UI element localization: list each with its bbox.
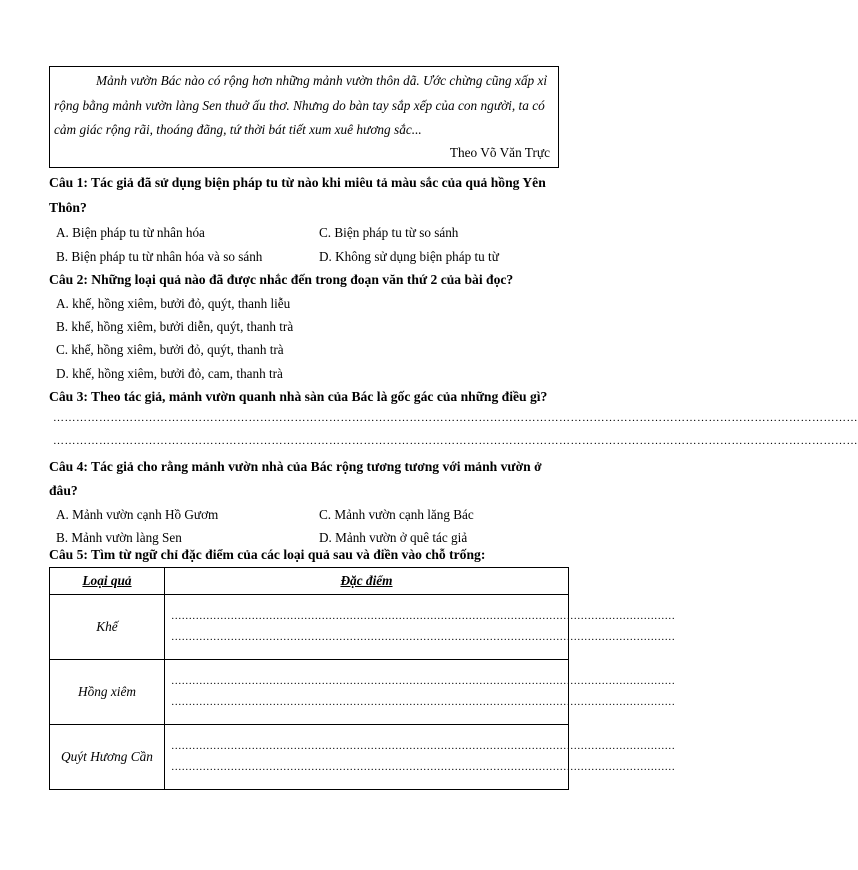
answer-line[interactable]: ……………………………………………………………………………………………………………………………… [171, 741, 675, 752]
question-2-text: Câu 2: Những loại quả nào đã được nhắc đến trong đoạn văn thứ 2 của bài đọc? [49, 272, 514, 287]
q4-option-a[interactable]: A. Mảnh vườn cạnh Hồ Gươm [56, 507, 219, 522]
answer-line[interactable]: ……………………………………………………………………………………………………………………………… [171, 676, 675, 687]
fruit-name: Hồng xiêm [50, 660, 165, 725]
header-feature: Đặc điểm [165, 568, 569, 595]
question-3-text: Câu 3: Theo tác giả, mảnh vườn quanh nhà sàn của Bác là gốc gác của những điều gì? [49, 389, 548, 404]
q2-option-b[interactable]: B. khế, hồng xiêm, bưởi diễn, quýt, thanh trà [56, 319, 294, 334]
q1-option-b[interactable]: B. Biện pháp tu từ nhân hóa và so sánh [56, 249, 263, 264]
q2-option-a[interactable]: A. khế, hồng xiêm, bưởi đỏ, quýt, thanh liễu [56, 296, 291, 311]
passage-line: cảm giác rộng rãi, thoáng đãng, tứ thời bát tiết xum xuê hương sắc... [54, 122, 422, 137]
q3-answer-line[interactable]: ………………………………………………………………………………………………………………………………………………………………………………………… [53, 412, 858, 424]
q2-option-c[interactable]: C. khế, hồng xiêm, bưởi đỏ, quýt, thanh trà [56, 342, 284, 357]
passage-line: Mảnh vườn Bác nào có rộng hơn những mảnh vườn thôn dã. Ước chừng cũng xấp xỉ [96, 73, 548, 88]
fruit-feature-table [49, 567, 675, 790]
q4-option-d[interactable]: D. Mảnh vườn ở quê tác giả [319, 530, 468, 545]
fruit-name: Quýt Hương Cần [50, 725, 165, 790]
passage-source: Theo Võ Văn Trực [449, 145, 550, 160]
question-5-text: Câu 5: Tìm từ ngữ chỉ đặc điểm của các loại quả sau và điền vào chỗ trống: [49, 547, 486, 562]
answer-line[interactable]: ……………………………………………………………………………………………………………………………… [171, 632, 675, 643]
q2-option-d[interactable]: D. khế, hồng xiêm, bưởi đỏ, cam, thanh trà [56, 366, 283, 381]
q4-option-b[interactable]: B. Mảnh vườn làng Sen [56, 530, 182, 545]
table-row [50, 595, 569, 660]
question-1-text-cont: Thôn? [49, 200, 87, 215]
question-4-text-cont: đâu? [49, 483, 78, 498]
q4-option-c[interactable]: C. Mảnh vườn cạnh lăng Bác [319, 507, 474, 522]
header-fruit: Loại quả [50, 568, 165, 595]
q1-option-a[interactable]: A. Biện pháp tu từ nhân hóa [56, 225, 205, 240]
table-row [50, 725, 569, 790]
question-1-text: Câu 1: Tác giả đã sử dụng biện pháp tu từ nào khi miêu tả màu sắc của quả hồng Yên [49, 175, 546, 190]
feature-cell[interactable] [165, 595, 675, 660]
feature-cell[interactable] [165, 660, 675, 725]
answer-line[interactable]: ……………………………………………………………………………………………………………………………… [171, 611, 675, 622]
passage-box [49, 66, 559, 168]
passage-line: rộng bằng mảnh vườn làng Sen thuở ấu thơ. Nhưng do bàn tay sắp xếp của con người, ta có [54, 98, 545, 113]
q3-answer-line[interactable]: ………………………………………………………………………………………………………………………………………………………………………………………… [53, 435, 858, 447]
table-row [50, 660, 569, 725]
answer-line[interactable]: ……………………………………………………………………………………………………………………………… [171, 762, 675, 773]
answer-line[interactable]: ……………………………………………………………………………………………………………………………… [171, 697, 675, 708]
question-4-text: Câu 4: Tác giả cho rằng mảnh vườn nhà của Bác rộng tương tương với mảnh vườn ở [49, 459, 542, 474]
fruit-name: Khế [50, 595, 165, 660]
feature-cell[interactable] [165, 725, 675, 790]
q1-option-d[interactable]: D. Không sử dụng biện pháp tu từ [319, 249, 499, 264]
q1-option-c[interactable]: C. Biện pháp tu từ so sánh [319, 225, 459, 240]
